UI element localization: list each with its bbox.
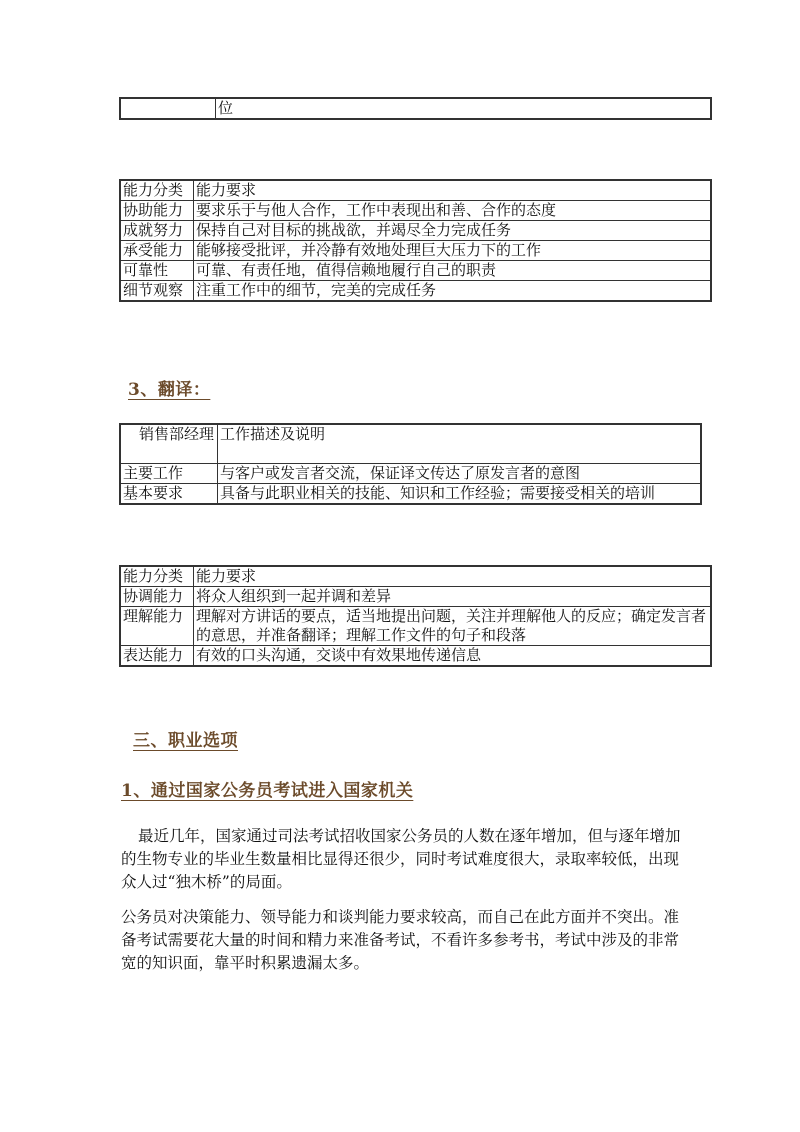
table-cell: 注重工作中的细节，完美的完成任务: [194, 281, 712, 302]
table-cell: 协调能力: [120, 587, 194, 607]
table-cell: 保持自己对目标的挑战欲，并竭尽全力完成任务: [194, 221, 712, 241]
table-cell: 要求乐于与他人合作，工作中表现出和善、合作的态度: [194, 201, 712, 221]
table-cell: 理解能力: [120, 607, 194, 646]
table-header-row: [120, 180, 711, 201]
table-cell: 细节观察: [120, 281, 194, 302]
table-cell: 与客户或发言者交流，保证译文传达了原发言者的意图: [218, 464, 702, 484]
table-header-cell: 工作描述及说明: [218, 424, 702, 464]
table-cell: 主要工作: [120, 464, 218, 484]
table-cell: 承受能力: [120, 241, 194, 261]
table-header-cell: 能力要求: [194, 180, 712, 201]
table-cell: 基本要求: [120, 484, 218, 505]
table-cell: 位: [216, 98, 712, 119]
table-row: [120, 464, 701, 484]
section-heading-career-options: 三、职业选项: [133, 731, 238, 751]
table-cell: 协助能力: [120, 201, 194, 221]
table-header-row: [120, 566, 711, 587]
table-row: [120, 201, 711, 221]
table-cell: 可靠性: [120, 261, 194, 281]
subheading-civil-service: 1、通过国家公务员考试进入国家机关: [121, 781, 414, 801]
table-cell: 成就努力: [120, 221, 194, 241]
table-row: [120, 587, 711, 607]
table-cell: 能够接受批评，并冷静有效地处理巨大压力下的工作: [194, 241, 712, 261]
table-cell: 将众人组织到一起并调和差异: [194, 587, 712, 607]
paragraph-1: 最近几年，国家通过司法考试招收国家公务员的人数在逐年增加，但与逐年增加的生物专业的毕业生数量相比显得还很少，同时考试难度很大，录取率较低，出现众人过“独木桥”的局面。: [121, 827, 681, 891]
table-cell-empty: [120, 98, 216, 119]
table-header-cell: 能力要求: [194, 566, 712, 587]
table-row: [120, 646, 711, 667]
table-row: [120, 281, 711, 302]
table-row: [120, 484, 701, 505]
table-position-fragment: [119, 97, 712, 120]
table-header-cell: 销售部经理: [120, 424, 218, 464]
table-row: [120, 221, 711, 241]
table-row: [120, 241, 711, 261]
table-row: [120, 607, 711, 646]
table-header-cell: 能力分类: [120, 566, 194, 587]
table-header-cell: 能力分类: [120, 180, 194, 201]
paragraph-2: 公务员对决策能力、领导能力和谈判能力要求较高，而自己在此方面并不突出。准备考试需要花大量的时间和精力来准备考试，不看许多参考书，考试中涉及的非常宽的知识面，靠平时积累遗漏太多。: [121, 908, 680, 972]
table-cell: 有效的口头沟通，交谈中有效果地传递信息: [194, 646, 712, 667]
table-cell: 具备与此职业相关的技能、知识和工作经验；需要接受相关的培训: [218, 484, 702, 505]
table-cell: 可靠、有责任地，值得信赖地履行自己的职责: [194, 261, 712, 281]
table-cell: 表达能力: [120, 646, 194, 667]
table-cell: 理解对方讲话的要点，适当地提出问题，关注并理解他人的反应；确定发言者的意思，并准备翻译；理解工作文件的句子和段落: [194, 607, 712, 646]
table-header-row: [120, 424, 701, 464]
ability-table-1: [119, 179, 712, 302]
job-description-table: [119, 423, 702, 505]
section-heading-translation: 3、翻译：: [128, 380, 211, 400]
table-row: [120, 261, 711, 281]
ability-table-2: [119, 565, 712, 667]
